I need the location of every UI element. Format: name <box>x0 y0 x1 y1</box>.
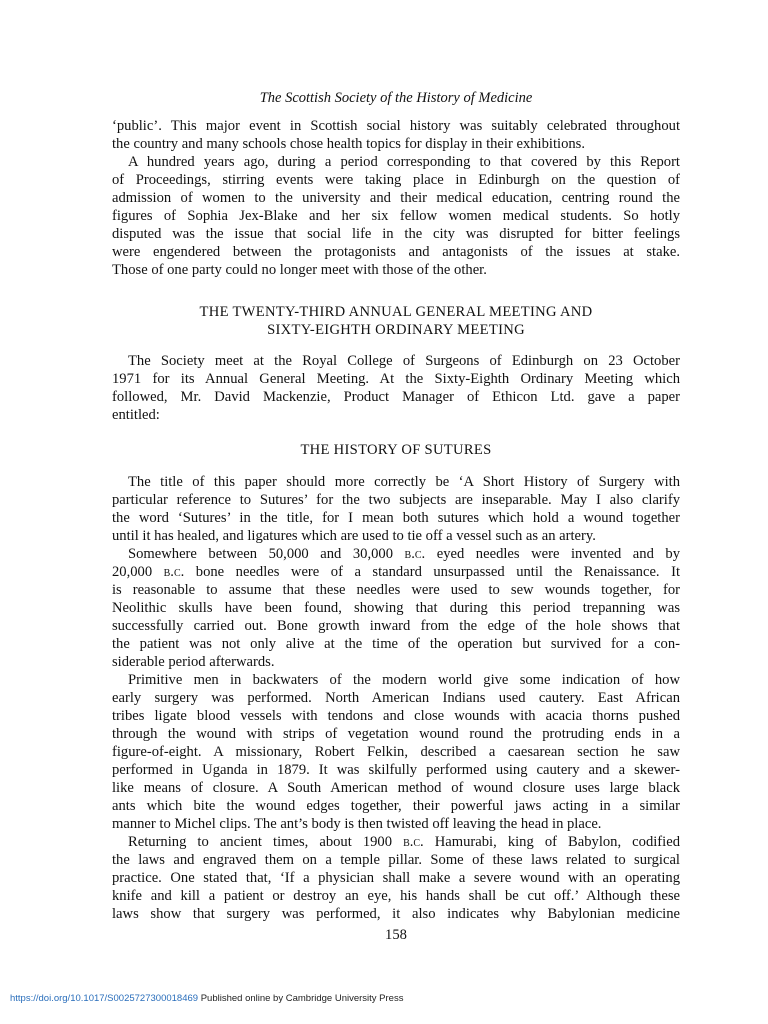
text-line: successfully carried out. Bone growth inward from the edge of the hole shows that <box>112 618 680 634</box>
text-line: disputed was the issue that social life in the city was disrupted for bitter feelings <box>112 226 680 242</box>
text-line: particular reference to Sutures’ for the two subjects are inseparable. May I also clarify <box>112 492 680 508</box>
text-line: of Proceedings, stirring events were taking place in Edinburgh on the question of <box>112 172 680 188</box>
text-line: were engendered between the protagonists and antagonists of the issues at stake. <box>112 244 680 260</box>
text-line: entitled: <box>112 407 160 423</box>
text-line: ‘public’. This major event in Scottish social history was suitably celebrated throughout <box>112 118 680 134</box>
text-line: through the wound with strips of vegetation wound round the protruding ends in a <box>112 726 680 742</box>
doi-link[interactable]: https://doi.org/10.1017/S0025727300018469 <box>10 993 199 1004</box>
era-abbreviation: b.c. <box>163 564 185 580</box>
text-line: laws show that surgery was performed, it also indicates why Babylonian medicine <box>112 906 680 922</box>
text-line: performed in Uganda in 1879. It was skilfully performed using cautery and a skewer- <box>112 762 680 778</box>
text-line: tribes ligate blood vessels with tendons and close wounds with acacia thorns pushed <box>112 708 680 724</box>
page-number: 158 <box>385 927 407 943</box>
text-line: The title of this paper should more correctly be ‘A Short History of Surgery with <box>128 474 680 490</box>
era-abbreviation: b.c. <box>404 546 426 562</box>
text-line: knife and kill a patient or destroy an eye, his hands shall be cut off.’ Although these <box>112 888 680 904</box>
text-line: early surgery was performed. North American Indians used cautery. East African <box>112 690 680 706</box>
text-line: figure-of-eight. A missionary, Robert Felkin, described a caesarean section he saw <box>112 744 680 760</box>
text-line: Neolithic skulls have been found, showing that during this period trepanning was <box>112 600 680 616</box>
text-line: siderable period afterwards. <box>112 654 275 670</box>
text-line: The Society meet at the Royal College of Surgeons of Edinburgh on 23 October <box>128 353 680 369</box>
publisher-note: Published online by Cambridge University Press <box>198 993 404 1004</box>
text-line: the country and many schools chose health topics for display in their exhibitions. <box>112 136 585 152</box>
text-line: Returning to ancient times, about 1900 b.c. Hamurabi, king of Babylon, codified <box>128 834 680 850</box>
section-heading: THE TWENTY-THIRD ANNUAL GENERAL MEETING AND <box>199 304 593 320</box>
text-line: manner to Michel clips. The ant’s body is then twisted off leaving the head in place. <box>112 816 602 832</box>
text-line: figures of Sophia Jex-Blake and her six fellow women medical students. So hotly <box>112 208 680 224</box>
text-line: admission of women to the university and their medical education, centring round the <box>112 190 680 206</box>
text-line: the patient was not only alive at the time of the operation but survived for a con- <box>112 636 680 652</box>
section-heading: SIXTY-EIGHTH ORDINARY MEETING <box>267 322 525 338</box>
era-abbreviation: b.c. <box>403 834 424 850</box>
text-line: is reasonable to assume that these needles were used to sew wounds together, for <box>112 582 680 598</box>
text-line: Primitive men in backwaters of the modern world give some indication of how <box>128 672 680 688</box>
text-line: like means of closure. A South American method of wound closure uses large black <box>112 780 680 796</box>
text-line: the word ‘Sutures’ in the title, for I mean both sutures which hold a wound together <box>112 510 680 526</box>
text-line: Somewhere between 50,000 and 30,000 b.c. eyed needles were invented and by <box>128 546 680 562</box>
text-line: followed, Mr. David Mackenzie, Product Manager of Ethicon Ltd. gave a paper <box>112 389 680 405</box>
paper-title: THE HISTORY OF SUTURES <box>300 442 492 458</box>
text-line: A hundred years ago, during a period corresponding to that covered by this Report <box>128 154 680 170</box>
text-line: practice. One stated that, ‘If a physician shall make a severe wound with an operating <box>112 870 680 886</box>
text-line: 20,000 b.c. bone needles were of a standard unsurpassed until the Renaissance. It <box>112 564 680 580</box>
running-head: The Scottish Society of the History of Medicine <box>259 90 533 106</box>
text-line: Those of one party could no longer meet with those of the other. <box>112 262 487 278</box>
text-line: ants which bite the wound edges together, their powerful jaws acting in a similar <box>112 798 680 814</box>
text-line: the laws and engraved them on a temple pillar. Some of these laws related to surgical <box>112 852 680 868</box>
text-line: until it has healed, and ligatures which are used to tie off a vessel such as an artery. <box>112 528 596 544</box>
doi-footer <box>10 993 403 1005</box>
text-line: 1971 for its Annual General Meeting. At the Sixty-Eighth Ordinary Meeting which <box>112 371 680 387</box>
